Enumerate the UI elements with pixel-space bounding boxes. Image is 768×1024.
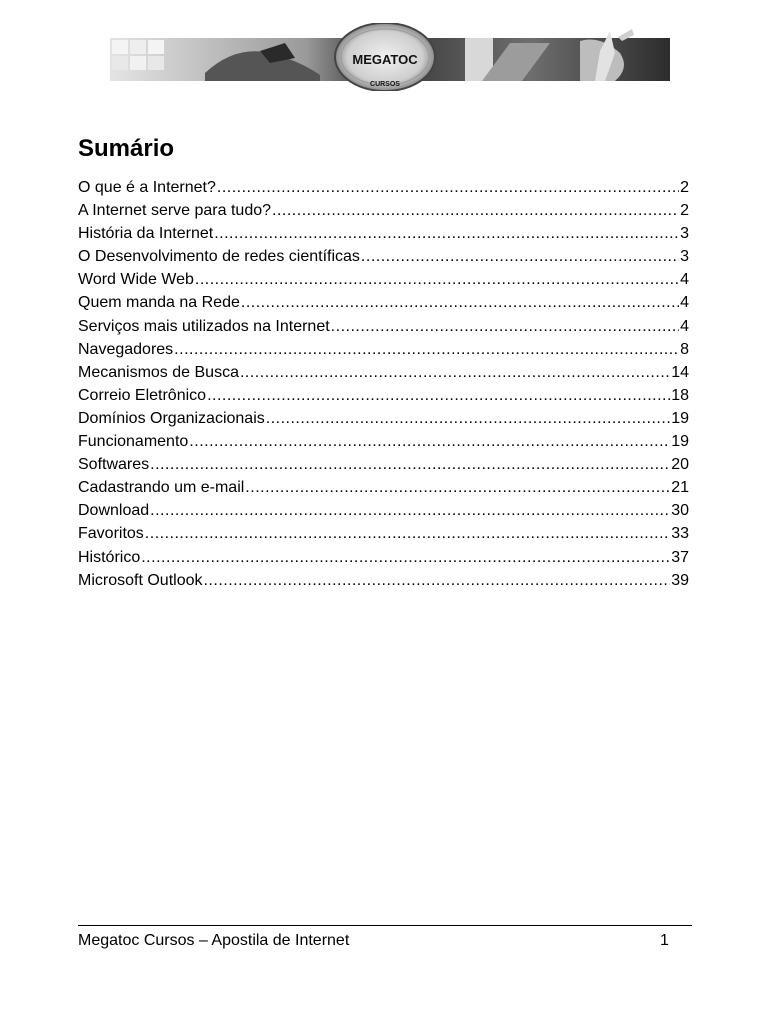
toc-entry-title: Download xyxy=(78,502,150,520)
toc-entry-title: História da Internet xyxy=(78,225,214,243)
banner-logo-text: MEGATOC xyxy=(352,52,418,67)
toc-entry-title: Histórico xyxy=(78,548,141,566)
toc-entry-page: 2 xyxy=(680,179,689,196)
footer-divider xyxy=(78,925,692,926)
toc-entry-title: O que é a Internet? xyxy=(78,179,216,196)
toc-entry[interactable] xyxy=(78,361,689,384)
toc-entry[interactable] xyxy=(78,176,689,199)
toc-entry-page: 4 xyxy=(680,271,689,289)
dot-leader xyxy=(189,430,670,453)
dot-leader xyxy=(150,499,670,522)
toc-entry[interactable] xyxy=(78,453,689,476)
toc-entry[interactable] xyxy=(78,222,689,245)
toc-entry-page: 8 xyxy=(680,340,689,358)
dot-leader xyxy=(145,522,670,545)
toc-entry-page: 33 xyxy=(671,525,689,543)
toc-entry-page: 21 xyxy=(671,479,689,497)
toc-entry-page: 3 xyxy=(680,225,689,243)
toc-entry-title: Domínios Organizacionais xyxy=(78,409,265,427)
dot-leader xyxy=(203,569,670,592)
toc-entry-title: Mecanismos de Busca xyxy=(78,363,239,381)
dot-leader xyxy=(241,291,679,314)
dot-leader xyxy=(214,222,679,245)
dot-leader xyxy=(245,476,670,499)
dot-leader xyxy=(150,453,670,476)
toc-entry-page: 18 xyxy=(671,386,689,404)
dot-leader xyxy=(331,315,679,338)
toc-entry-page: 39 xyxy=(671,571,689,589)
toc-entry-title: Favoritos xyxy=(78,525,144,543)
toc-entry-page: 37 xyxy=(671,548,689,566)
toc-entry-title: O Desenvolvimento de redes científicas xyxy=(78,248,360,266)
dot-leader xyxy=(272,199,679,222)
toc-entry-page: 2 xyxy=(680,202,689,220)
toc-entry-title: A Internet serve para tudo? xyxy=(78,202,272,220)
footer-page-number: 1 xyxy=(660,932,669,949)
toc-entry-page: 19 xyxy=(671,433,689,451)
toc-entry[interactable] xyxy=(78,522,689,545)
toc-entry[interactable] xyxy=(78,407,689,430)
table-of-contents xyxy=(78,176,689,592)
toc-entry[interactable] xyxy=(78,430,689,453)
dot-leader xyxy=(141,546,670,569)
toc-entry[interactable] xyxy=(78,338,689,361)
toc-entry-title: Microsoft Outlook xyxy=(78,571,203,589)
dot-leader xyxy=(240,361,670,384)
toc-entry-title: Navegadores xyxy=(78,340,174,358)
toc-entry-page: 14 xyxy=(671,363,689,381)
footer-text: Megatoc Cursos – Apostila de Internet xyxy=(78,932,350,949)
toc-entry-page: 19 xyxy=(671,409,689,427)
banner-logo-subtext: CURSOS xyxy=(370,81,400,88)
toc-entry[interactable] xyxy=(78,546,689,569)
dot-leader xyxy=(207,384,670,407)
dot-leader xyxy=(361,245,679,268)
toc-entry-title: Serviços mais utilizados na Internet xyxy=(78,317,330,335)
toc-entry-title: Word Wide Web xyxy=(78,271,194,289)
toc-entry[interactable] xyxy=(78,315,689,338)
toc-entry-page: 30 xyxy=(671,502,689,520)
toc-entry-page: 3 xyxy=(680,248,689,266)
toc-entry-title: Correio Eletrônico xyxy=(78,386,207,404)
toc-entry-title: Funcionamento xyxy=(78,433,189,451)
toc-entry[interactable] xyxy=(78,199,689,222)
toc-entry-page: 4 xyxy=(680,294,689,312)
dot-leader xyxy=(174,338,679,361)
toc-entry-page: 4 xyxy=(680,317,689,335)
toc-entry[interactable] xyxy=(78,499,689,522)
page-title: Sumário xyxy=(78,135,175,162)
toc-entry[interactable] xyxy=(78,569,689,592)
header-banner xyxy=(110,23,670,91)
toc-entry-page: 20 xyxy=(671,456,689,474)
dot-leader xyxy=(195,268,679,291)
dot-leader xyxy=(266,407,670,430)
toc-entry[interactable] xyxy=(78,291,689,314)
toc-entry-title: Quem manda na Rede xyxy=(78,294,240,312)
toc-entry-title: Cadastrando um e-mail xyxy=(78,479,245,497)
toc-entry-title: Softwares xyxy=(78,456,150,474)
dot-leader xyxy=(217,176,679,199)
toc-entry[interactable] xyxy=(78,476,689,499)
toc-entry[interactable] xyxy=(78,268,689,291)
toc-entry[interactable] xyxy=(78,245,689,268)
banner-image xyxy=(110,23,670,91)
toc-entry[interactable] xyxy=(78,384,689,407)
